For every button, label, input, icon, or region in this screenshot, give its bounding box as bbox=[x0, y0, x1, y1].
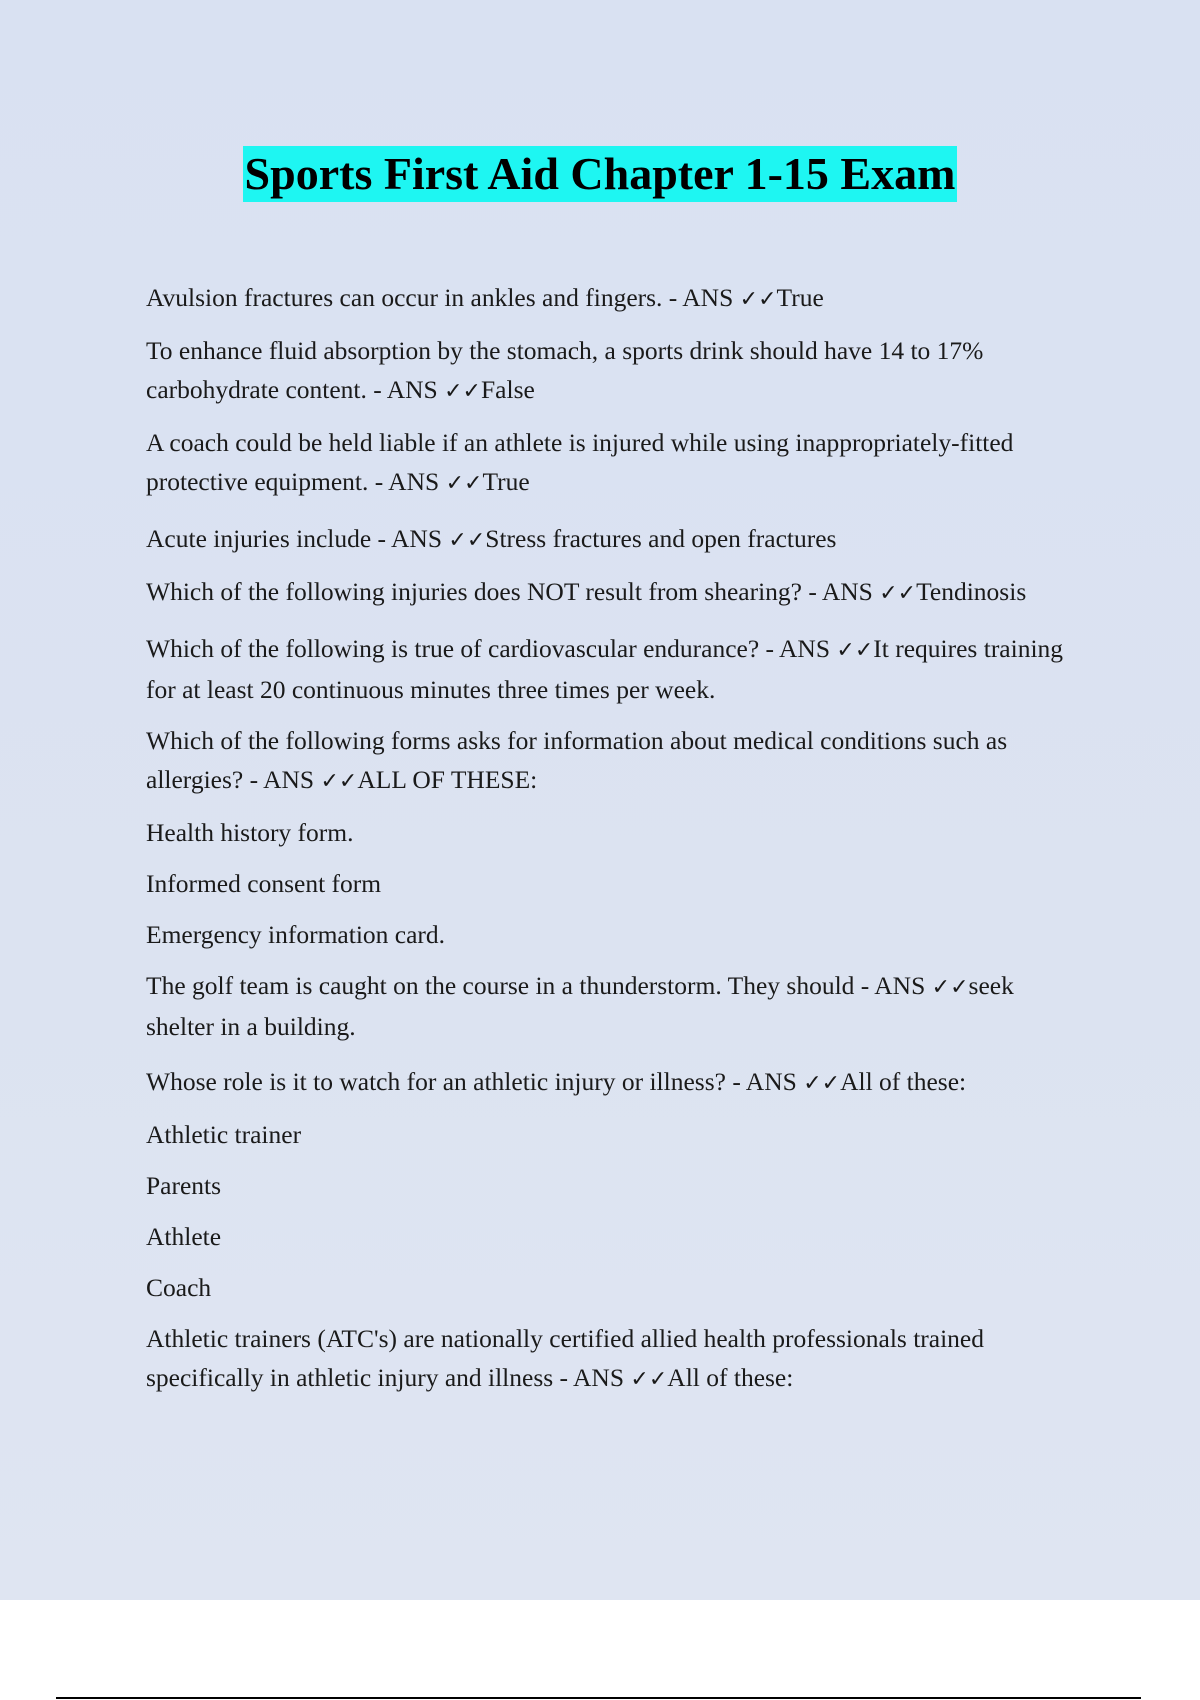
answer-text: ALL OF THESE: bbox=[357, 765, 538, 794]
list-item: Parents bbox=[146, 1171, 222, 1200]
question-text: Athletic trainers (ATC's) are nationally certified allied health professionals trained specifically in athletic injury and illness - ANS bbox=[146, 1324, 985, 1392]
title-wrap bbox=[0, 146, 1200, 202]
answer-text: seek shelter in a building. bbox=[146, 971, 1014, 1041]
answer-text: Tendinosis bbox=[916, 577, 1027, 606]
question-text: A coach could be held liable if an athlete is injured while using inappropriately-fitted protective equipment. - ANS bbox=[146, 428, 1014, 496]
question-text: Which of the following forms asks for information about medical conditions such as allergies? - ANS bbox=[146, 726, 1008, 794]
qa-item bbox=[146, 629, 1086, 709]
check-mark-icon: ✓✓ bbox=[739, 287, 777, 312]
check-mark-icon: ✓✓ bbox=[931, 975, 969, 1000]
page-title: Sports First Aid Chapter 1-15 Exam bbox=[243, 146, 958, 202]
qa-item bbox=[146, 721, 1086, 801]
check-mark-icon: ✓✓ bbox=[879, 581, 917, 606]
answer-text: False bbox=[481, 375, 535, 404]
answer-text: All of these: bbox=[840, 1067, 967, 1096]
answer-text: Stress fractures and open fractures bbox=[485, 524, 837, 553]
answer-text: True bbox=[482, 467, 530, 496]
question-text: The golf team is caught on the course in a thunderstorm. They should - ANS bbox=[146, 971, 932, 1000]
question-text: To enhance fluid absorption by the stomach, a sports drink should have 14 to 17% carbohydrate content. - ANS bbox=[146, 336, 984, 404]
qa-item bbox=[146, 1319, 1086, 1399]
question-text: Which of the following injuries does NOT result from shearing? - ANS bbox=[146, 577, 880, 606]
answer-text: It requires training for at least 20 continuous minutes three times per week. bbox=[146, 634, 1064, 704]
question-text: Which of the following is true of cardiovascular endurance? - ANS bbox=[146, 634, 837, 663]
qa-item bbox=[146, 1062, 1086, 1103]
qa-item bbox=[146, 572, 1086, 613]
list-item: Athlete bbox=[146, 1222, 222, 1251]
qa-item bbox=[146, 423, 1086, 503]
check-mark-icon: ✓✓ bbox=[320, 769, 358, 794]
qa-item bbox=[146, 278, 1086, 319]
answer-text: All of these: bbox=[667, 1363, 794, 1392]
qa-item bbox=[146, 331, 1086, 411]
question-text: Avulsion fractures can occur in ankles and fingers. - ANS bbox=[146, 283, 740, 312]
check-mark-icon: ✓✓ bbox=[836, 638, 874, 663]
footer-rule bbox=[56, 1697, 1141, 1699]
list-item: Emergency information card. bbox=[146, 920, 446, 949]
question-text: Acute injuries include - ANS bbox=[146, 524, 449, 553]
qa-item bbox=[146, 966, 1086, 1046]
document-body bbox=[146, 278, 1086, 1411]
check-mark-icon: ✓✓ bbox=[445, 471, 483, 496]
list-item: Health history form. bbox=[146, 818, 354, 847]
list-item: Coach bbox=[146, 1273, 212, 1302]
qa-item bbox=[146, 519, 1086, 560]
question-text: Whose role is it to watch for an athletic injury or illness? - ANS bbox=[146, 1067, 804, 1096]
answer-text: True bbox=[776, 283, 824, 312]
check-mark-icon: ✓✓ bbox=[448, 528, 486, 553]
check-mark-icon: ✓✓ bbox=[803, 1071, 841, 1096]
list-item: Athletic trainer bbox=[146, 1120, 302, 1149]
list-item: Informed consent form bbox=[146, 869, 382, 898]
check-mark-icon: ✓✓ bbox=[630, 1367, 668, 1392]
check-mark-icon: ✓✓ bbox=[444, 379, 481, 404]
